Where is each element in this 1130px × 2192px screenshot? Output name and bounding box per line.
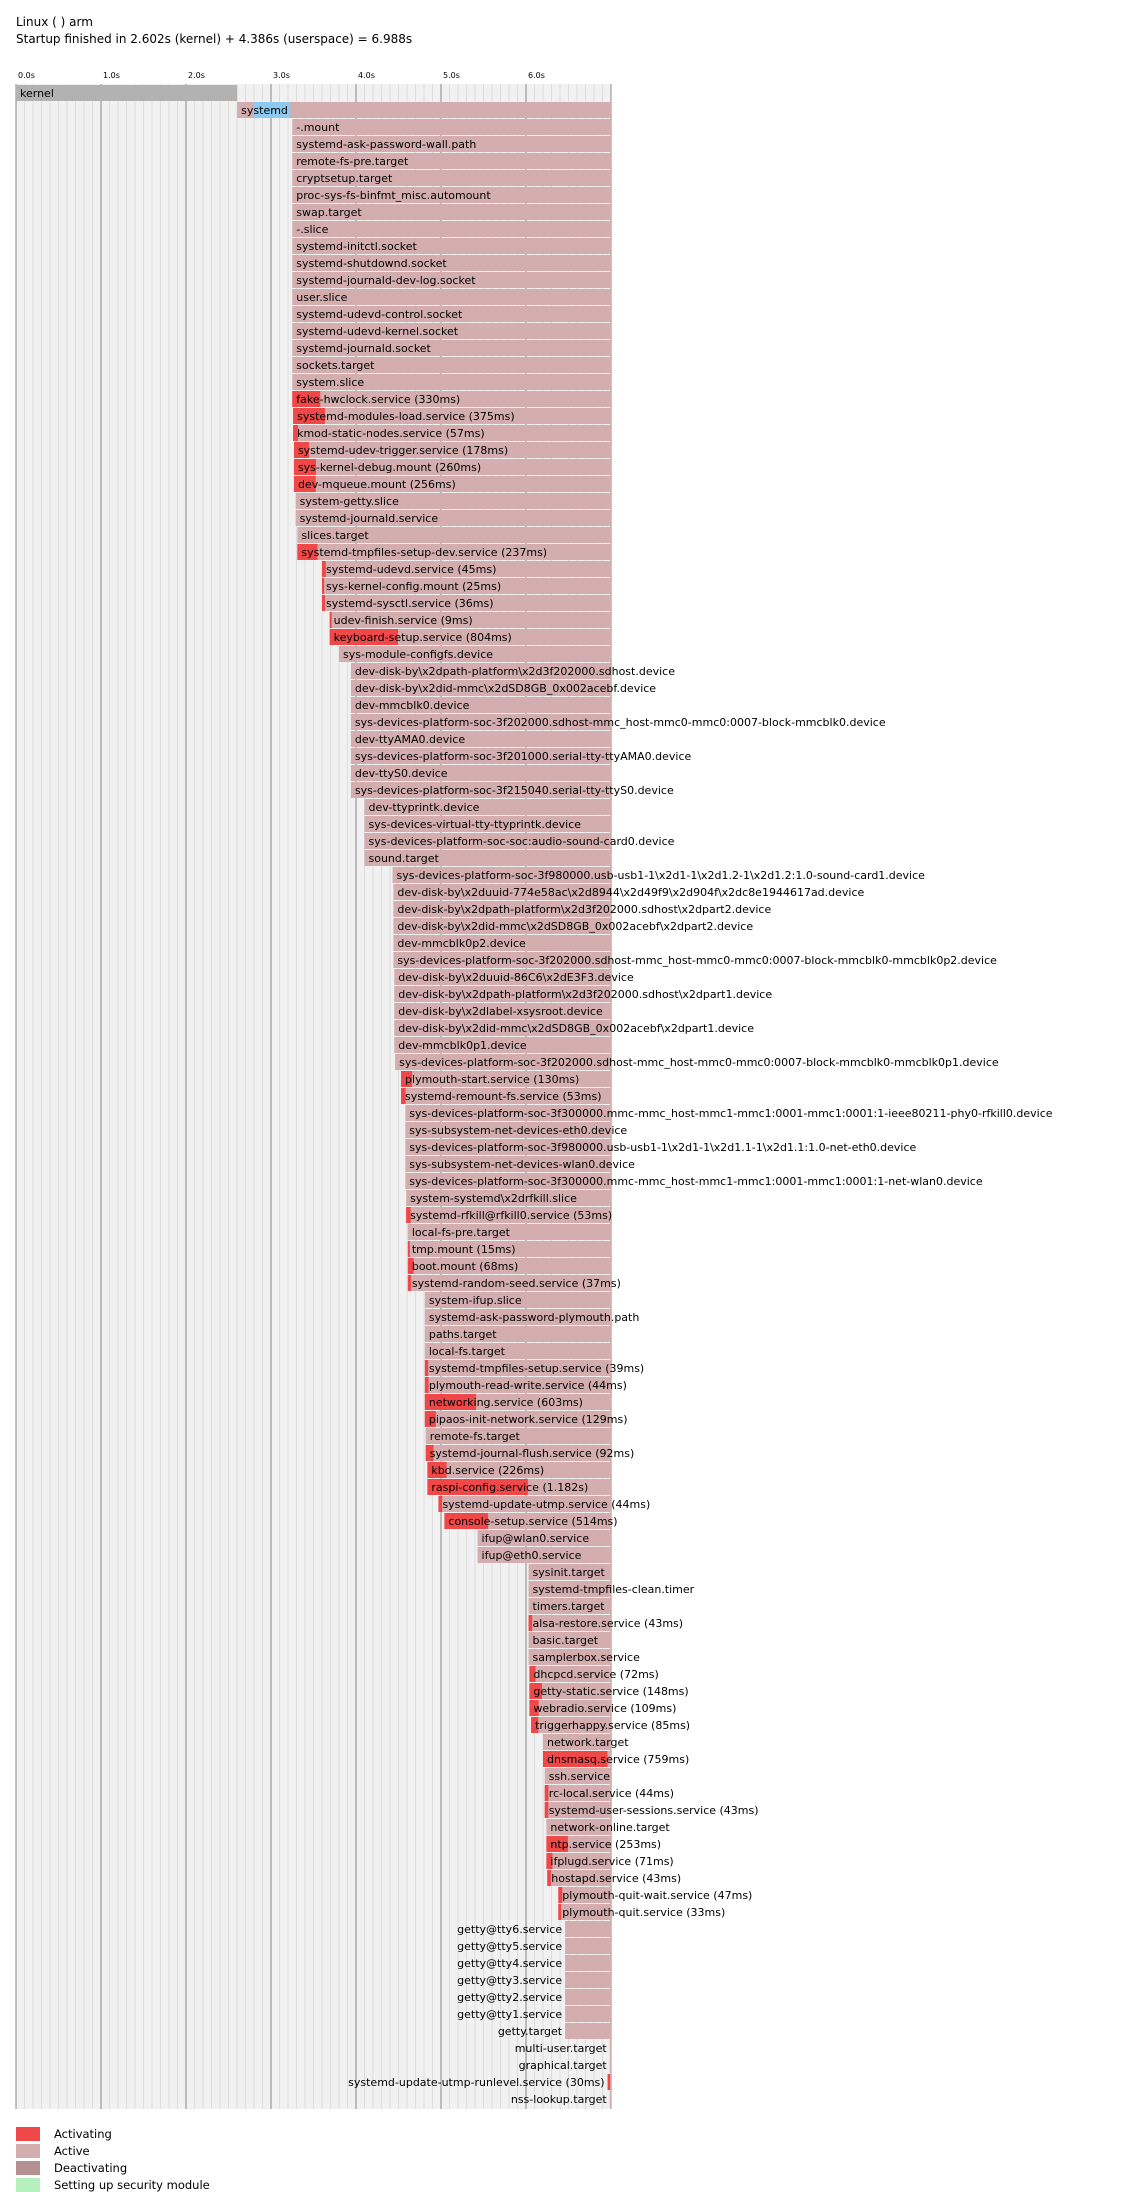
unit-label: systemd-tmpfiles-setup-dev.service (237ms) bbox=[301, 546, 548, 559]
unit-label: -.slice bbox=[296, 223, 329, 236]
unit-label: sys-devices-platform-soc-3f202000.sdhost-mmc_host-mmc0-mmc0:0007-block-mmcblk0-mmcblk0p1.device bbox=[399, 1056, 999, 1069]
unit-active-bar bbox=[565, 1955, 611, 1971]
unit-label: sys-devices-platform-soc-3f300000.mmc-mmc_host-mmc1-mmc1:0001-mmc1:0001:1-ieee80211-phy0-rfkill0.device bbox=[409, 1107, 1053, 1120]
x-tick-label: 3.0s bbox=[273, 71, 290, 80]
unit-label: plymouth-read-write.service (44ms) bbox=[428, 1379, 627, 1392]
unit-label: udev-finish.service (9ms) bbox=[333, 614, 473, 627]
unit-label: samplerbox.service bbox=[532, 1651, 640, 1664]
legend-swatch bbox=[16, 2178, 40, 2192]
unit-label: dev-mqueue.mount (256ms) bbox=[297, 478, 456, 491]
unit-label: local-fs-pre.target bbox=[411, 1226, 511, 1239]
unit-label: network.target bbox=[547, 1736, 629, 1749]
unit-label: dev-disk-by\x2dpath-platform\x2d3f202000.sdhost\x2dpart1.device bbox=[398, 988, 773, 1001]
unit-label: systemd-update-utmp-runlevel.service (30ms) bbox=[348, 2076, 605, 2089]
unit-label: systemd-ask-password-wall.path bbox=[296, 138, 477, 151]
unit-label: keyboard-setup.service (804ms) bbox=[333, 631, 512, 644]
legend-swatch bbox=[16, 2127, 40, 2141]
unit-label: remote-fs.target bbox=[429, 1430, 520, 1443]
unit-label: sys-devices-platform-soc-3f201000.serial-tty-ttyAMA0.device bbox=[354, 750, 692, 763]
unit-label: dev-disk-by\x2did-mmc\x2dSD8GB_0x002acebf\x2dpart2.device bbox=[397, 920, 754, 933]
unit-label: dev-disk-by\x2did-mmc\x2dSD8GB_0x002acebf\x2dpart1.device bbox=[398, 1022, 754, 1035]
unit-label: ntp.service (253ms) bbox=[550, 1838, 662, 1851]
unit-label: kmod-static-nodes.service (57ms) bbox=[297, 427, 485, 440]
x-tick-label: 2.0s bbox=[188, 71, 205, 80]
unit-label: plymouth-quit-wait.service (47ms) bbox=[562, 1889, 753, 1902]
unit-active-bar bbox=[565, 2023, 611, 2039]
unit-label: sys-devices-platform-soc-3f215040.serial-tty-ttyS0.device bbox=[354, 784, 674, 797]
unit-label: console-setup.service (514ms) bbox=[448, 1515, 618, 1528]
unit-label: ifup@wlan0.service bbox=[481, 1532, 590, 1545]
unit-label: sys-subsystem-net-devices-eth0.device bbox=[409, 1124, 628, 1137]
unit-label: alsa-restore.service (43ms) bbox=[532, 1617, 684, 1630]
unit-label: slices.target bbox=[301, 529, 369, 542]
unit-active-bar bbox=[565, 1938, 611, 1954]
unit-label: getty@tty3.service bbox=[457, 1974, 563, 1987]
unit-label: multi-user.target bbox=[514, 2042, 607, 2055]
unit-label: systemd-rfkill@rfkill0.service (53ms) bbox=[410, 1209, 613, 1222]
unit-active-bar bbox=[292, 221, 611, 237]
unit-label: dev-mmcblk0.device bbox=[354, 699, 470, 712]
unit-label: systemd-user-sessions.service (43ms) bbox=[548, 1804, 759, 1817]
unit-label: triggerhappy.service (85ms) bbox=[535, 1719, 691, 1732]
unit-label: system.slice bbox=[296, 376, 365, 389]
unit-activating-bar bbox=[608, 2074, 611, 2090]
unit-label: systemd-journald.service bbox=[299, 512, 439, 525]
unit-label: systemd bbox=[241, 104, 288, 117]
unit-activating-bar bbox=[322, 595, 325, 611]
legend-label: Setting up security module bbox=[54, 2178, 210, 2192]
unit-label: sysinit.target bbox=[532, 1566, 605, 1579]
unit-label: getty@tty4.service bbox=[457, 1957, 563, 1970]
unit-label: proc-sys-fs-binfmt_misc.automount bbox=[296, 189, 491, 202]
unit-label: dev-ttyprintk.device bbox=[368, 801, 480, 814]
unit-label: systemd-journal-flush.service (92ms) bbox=[429, 1447, 635, 1460]
unit-label: getty@tty6.service bbox=[457, 1923, 563, 1936]
unit-label: sys-devices-virtual-tty-ttyprintk.device bbox=[368, 818, 582, 831]
unit-label: sys-module-configfs.device bbox=[343, 648, 494, 661]
unit-label: systemd-tmpfiles-clean.timer bbox=[532, 1583, 695, 1596]
unit-label: systemd-modules-load.service (375ms) bbox=[297, 410, 515, 423]
unit-label: rc-local.service (44ms) bbox=[548, 1787, 675, 1800]
unit-active-bar bbox=[237, 102, 611, 118]
unit-activating-bar bbox=[408, 1275, 411, 1291]
legend-label: Activating bbox=[54, 2127, 112, 2141]
unit-label: graphical.target bbox=[518, 2059, 607, 2072]
unit-label: pipaos-init-network.service (129ms) bbox=[428, 1413, 628, 1426]
legend bbox=[16, 2127, 210, 2192]
unit-label: systemd-udevd.service (45ms) bbox=[326, 563, 497, 576]
unit-label: sound.target bbox=[368, 852, 439, 865]
unit-label: ifup@eth0.service bbox=[481, 1549, 582, 1562]
unit-label: getty@tty5.service bbox=[457, 1940, 563, 1953]
unit-active-bar bbox=[292, 119, 611, 135]
unit-activating-bar bbox=[408, 1241, 410, 1257]
unit-label: systemd-udevd-control.socket bbox=[296, 308, 463, 321]
unit-label: sys-devices-platform-soc-soc:audio-sound-card0.device bbox=[368, 835, 675, 848]
x-tick-label: 5.0s bbox=[443, 71, 460, 80]
unit-label: hostapd.service (43ms) bbox=[551, 1872, 682, 1885]
unit-label: sockets.target bbox=[296, 359, 375, 372]
unit-label: systemd-ask-password-plymouth.path bbox=[428, 1311, 640, 1324]
unit-label: user.slice bbox=[296, 291, 348, 304]
chart-title: Linux ( ) arm bbox=[16, 15, 93, 29]
x-tick-label: 4.0s bbox=[358, 71, 375, 80]
unit-label: systemd-sysctl.service (36ms) bbox=[326, 597, 494, 610]
unit-label: sys-kernel-config.mount (25ms) bbox=[326, 580, 502, 593]
unit-label: systemd-udev-trigger.service (178ms) bbox=[297, 444, 509, 457]
unit-label: systemd-update-utmp.service (44ms) bbox=[442, 1498, 651, 1511]
unit-active-bar bbox=[565, 1989, 611, 2005]
unit-active-bar bbox=[610, 2057, 612, 2073]
unit-label: sys-devices-platform-soc-3f202000.sdhost-mmc_host-mmc0-mmc0:0007-block-mmcblk0.device bbox=[354, 716, 886, 729]
unit-label: systemd-udevd-kernel.socket bbox=[296, 325, 459, 338]
unit-label: ssh.service bbox=[548, 1770, 611, 1783]
legend-swatch bbox=[16, 2161, 40, 2175]
unit-activating-bar bbox=[330, 612, 332, 628]
x-tick-label: 0.0s bbox=[18, 71, 35, 80]
unit-label: systemd-shutdownd.socket bbox=[296, 257, 447, 270]
unit-label: getty@tty1.service bbox=[457, 2008, 563, 2021]
startup-summary: Startup finished in 2.602s (kernel) + 4.386s (userspace) = 6.988s bbox=[16, 32, 413, 46]
unit-label: plymouth-start.service (130ms) bbox=[405, 1073, 580, 1086]
x-tick-label: 1.0s bbox=[103, 71, 120, 80]
unit-label: -.mount bbox=[296, 121, 340, 134]
unit-label: systemd-journald.socket bbox=[296, 342, 431, 355]
unit-label: dev-disk-by\x2dpath-platform\x2d3f202000.sdhost\x2dpart2.device bbox=[397, 903, 772, 916]
unit-label: sys-devices-platform-soc-3f980000.usb-usb1-1\x2d1-1\x2d1.2-1\x2d1.2:1.0-sound-card1.device bbox=[396, 869, 925, 882]
unit-label: network-online.target bbox=[550, 1821, 670, 1834]
unit-label: timers.target bbox=[532, 1600, 605, 1613]
unit-label: dev-disk-by\x2duuid-774e58ac\x2d8944\x2d49f9\x2d904f\x2dc8e1944617ad.device bbox=[397, 886, 865, 899]
unit-label: dev-mmcblk0p1.device bbox=[398, 1039, 527, 1052]
unit-label: swap.target bbox=[296, 206, 362, 219]
unit-label: dev-disk-by\x2did-mmc\x2dSD8GB_0x002acebf.device bbox=[354, 682, 657, 695]
unit-activating-bar bbox=[322, 578, 324, 594]
unit-label: dev-mmcblk0p2.device bbox=[397, 937, 526, 950]
unit-label: plymouth-quit.service (33ms) bbox=[562, 1906, 726, 1919]
unit-label: dev-disk-by\x2dpath-platform\x2d3f202000.sdhost.device bbox=[354, 665, 675, 678]
unit-label: sys-subsystem-net-devices-wlan0.device bbox=[409, 1158, 635, 1171]
unit-label: dev-disk-by\x2dlabel-xsysroot.device bbox=[398, 1005, 603, 1018]
unit-label: dhcpcd.service (72ms) bbox=[533, 1668, 659, 1681]
unit-label: ifplugd.service (71ms) bbox=[550, 1855, 674, 1868]
unit-label: kbd.service (226ms) bbox=[431, 1464, 545, 1477]
unit-active-bar bbox=[610, 2091, 612, 2107]
unit-label: sys-devices-platform-soc-3f300000.mmc-mmc_host-mmc1-mmc1:0001-mmc1:0001:1-net-wlan0.device bbox=[409, 1175, 983, 1188]
unit-label: webradio.service (109ms) bbox=[533, 1702, 677, 1715]
unit-label: paths.target bbox=[428, 1328, 497, 1341]
legend-label: Deactivating bbox=[54, 2161, 128, 2175]
unit-label: system-systemd\x2drfkill.slice bbox=[410, 1192, 577, 1205]
unit-activating-bar bbox=[558, 1904, 561, 1920]
unit-label: getty@tty2.service bbox=[457, 1991, 563, 2004]
unit-label: remote-fs-pre.target bbox=[296, 155, 409, 168]
unit-label: networking.service (603ms) bbox=[428, 1396, 583, 1409]
legend-label: Active bbox=[54, 2144, 90, 2158]
unit-label: systemd-tmpfiles-setup.service (39ms) bbox=[428, 1362, 645, 1375]
unit-label: cryptsetup.target bbox=[296, 172, 393, 185]
unit-activating-bar bbox=[425, 1360, 428, 1376]
unit-label: basic.target bbox=[532, 1634, 599, 1647]
unit-label: sys-devices-platform-soc-3f980000.usb-usb1-1\x2d1-1\x2d1.1-1\x2d1.1:1.0-net-eth0.device bbox=[409, 1141, 917, 1154]
unit-label: system-getty.slice bbox=[299, 495, 399, 508]
unit-label: dev-disk-by\x2duuid-86C6\x2dE3F3.device bbox=[398, 971, 634, 984]
unit-label: getty-static.service (148ms) bbox=[533, 1685, 689, 1698]
unit-label: dev-ttyS0.device bbox=[354, 767, 448, 780]
x-tick-label: 6.0s bbox=[528, 71, 545, 80]
unit-label: nss-lookup.target bbox=[510, 2093, 607, 2106]
unit-label: fake-hwclock.service (330ms) bbox=[296, 393, 461, 406]
unit-label: systemd-random-seed.service (37ms) bbox=[411, 1277, 621, 1290]
unit-label: dnsmasq.service (759ms) bbox=[547, 1753, 690, 1766]
unit-active-bar bbox=[565, 1972, 611, 1988]
unit-label: sys-devices-platform-soc-3f202000.sdhost-mmc_host-mmc0-mmc0:0007-block-mmcblk0-mmcblk0p2.device bbox=[397, 954, 997, 967]
unit-label: raspi-config.service (1.182s) bbox=[431, 1481, 589, 1494]
unit-label: getty.target bbox=[497, 2025, 563, 2038]
unit-label: systemd-remount-fs.service (53ms) bbox=[405, 1090, 602, 1103]
unit-active-bar bbox=[565, 2006, 611, 2022]
unit-label: boot.mount (68ms) bbox=[411, 1260, 519, 1273]
unit-active-bar bbox=[610, 2040, 612, 2056]
unit-label: dev-ttyAMA0.device bbox=[354, 733, 466, 746]
unit-label: sys-kernel-debug.mount (260ms) bbox=[297, 461, 482, 474]
unit-label: systemd-journald-dev-log.socket bbox=[296, 274, 476, 287]
unit-label: systemd-initctl.socket bbox=[296, 240, 417, 253]
unit-active-bar bbox=[565, 1921, 611, 1937]
legend-swatch bbox=[16, 2144, 40, 2158]
unit-label: system-ifup.slice bbox=[428, 1294, 522, 1307]
unit-label: tmp.mount (15ms) bbox=[411, 1243, 516, 1256]
unit-label: local-fs.target bbox=[428, 1345, 506, 1358]
unit-label: kernel bbox=[20, 87, 54, 100]
